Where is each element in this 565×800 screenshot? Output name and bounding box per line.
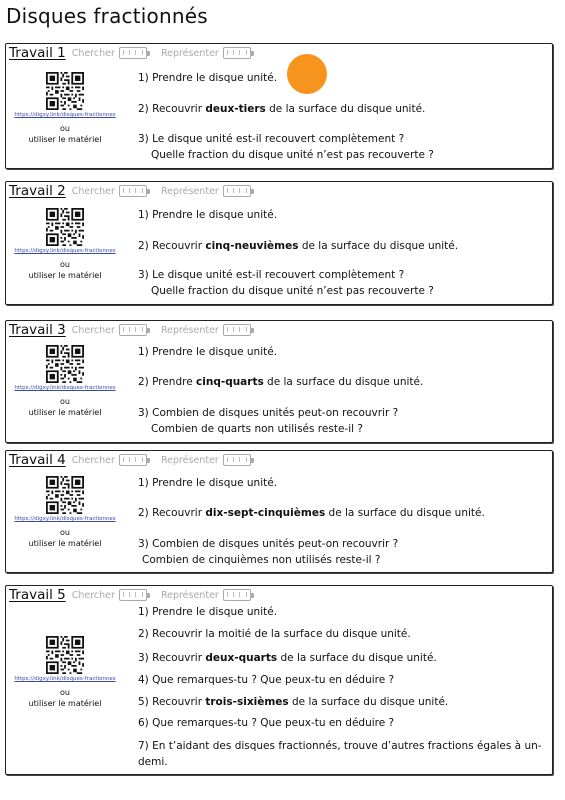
card-header — [9, 322, 265, 338]
qr-block — [6, 476, 124, 548]
step-3: 3) Le disque unité est-il recouvert complètement ? — [138, 133, 405, 145]
step-7-continued: demi. — [138, 756, 168, 768]
card-header — [9, 587, 265, 603]
step-2-rest: de la surface du disque unité. — [265, 103, 426, 115]
step-3-rest: de la surface du disque unité. — [277, 652, 437, 664]
representer-label: Représenter — [160, 324, 219, 336]
representer-label: Représenter — [160, 47, 219, 59]
representer-battery-icon — [223, 47, 251, 59]
step-2-text: 2) Prendre — [138, 376, 197, 388]
step-2-fraction: deux-tiers — [205, 103, 266, 115]
qr-code-icon[interactable] — [46, 476, 84, 514]
chercher-label: Chercher — [71, 185, 115, 197]
step-2-fraction: dix-sept-cinquièmes — [205, 507, 326, 519]
ou-label: ou — [60, 688, 70, 697]
step-5-text: 5) Recouvrir — [138, 696, 206, 708]
step-3-fraction: deux-quarts — [205, 652, 278, 664]
step-3-text: 3) Recouvrir — [138, 652, 206, 664]
orange-disc-shape — [287, 54, 327, 94]
qr-code-icon[interactable] — [46, 208, 84, 246]
ou-label: ou — [60, 528, 70, 537]
ou-label: ou — [60, 124, 70, 133]
card-title: Travail 1 — [9, 45, 66, 61]
step-3-question: Combien de quarts non utilisés reste-il ? — [151, 423, 363, 435]
step-1: 1) Prendre le disque unité. — [138, 606, 278, 618]
step-2 — [138, 507, 485, 519]
card-header — [9, 45, 265, 61]
representer-battery-icon — [223, 454, 251, 466]
step-3-question: Quelle fraction du disque unité n’est pas recouverte ? — [151, 285, 434, 297]
step-2 — [138, 103, 425, 115]
step-2 — [138, 240, 458, 252]
card-title: Travail 4 — [9, 452, 66, 468]
page-title: Disques fractionnés — [6, 4, 208, 28]
chercher-label: Chercher — [71, 589, 115, 601]
materiel-label: utiliser le matériel — [28, 539, 102, 548]
chercher-battery-icon — [119, 47, 147, 59]
qr-block — [6, 345, 124, 417]
resource-link[interactable]: https://digxy.link/disques-fractionnes — [14, 676, 116, 682]
step-6: 6) Que remarques-tu ? Que peux-tu en déduire ? — [138, 717, 395, 729]
card-header — [9, 183, 265, 199]
step-1: 1) Prendre le disque unité. — [138, 72, 278, 84]
card-travail-5 — [5, 585, 553, 775]
step-3: 3) Combien de disques unités peut-on recouvrir ? — [138, 538, 399, 550]
qr-block — [6, 72, 124, 144]
representer-label: Représenter — [160, 454, 219, 466]
step-2-rest: de la surface du disque unité. — [298, 240, 459, 252]
materiel-label: utiliser le matériel — [28, 271, 102, 280]
step-2 — [138, 376, 423, 388]
representer-battery-icon — [223, 185, 251, 197]
resource-link[interactable]: https://digxy.link/disques-fractionnes — [14, 385, 116, 391]
materiel-label: utiliser le matériel — [28, 408, 102, 417]
card-title: Travail 3 — [9, 322, 66, 338]
step-5-rest: de la surface du disque unité. — [288, 696, 449, 708]
step-2-text: 2) Recouvrir — [138, 240, 206, 252]
step-2-fraction: cinq-quarts — [196, 376, 264, 388]
ou-label: ou — [60, 397, 70, 406]
step-3-question: Quelle fraction du disque unité n’est pas recouverte ? — [151, 149, 434, 161]
qr-code-icon[interactable] — [46, 636, 84, 674]
representer-label: Représenter — [160, 589, 219, 601]
step-3 — [138, 652, 437, 664]
materiel-label: utiliser le matériel — [28, 699, 102, 708]
step-1: 1) Prendre le disque unité. — [138, 346, 278, 358]
representer-label: Représenter — [160, 185, 219, 197]
step-3-question: Combien de cinquièmes non utilisés reste-il ? — [142, 554, 381, 566]
step-7: 7) En t’aidant des disques fractionnés, trouve d’autres fractions égales à un- — [138, 740, 542, 752]
ou-label: ou — [60, 260, 70, 269]
resource-link[interactable]: https://digxy.link/disques-fractionnes — [14, 516, 116, 522]
card-title: Travail 2 — [9, 183, 66, 199]
card-travail-3 — [5, 320, 553, 443]
chercher-label: Chercher — [71, 47, 115, 59]
chercher-battery-icon — [119, 324, 147, 336]
chercher-label: Chercher — [71, 454, 115, 466]
step-2-text: 2) Recouvrir — [138, 507, 206, 519]
step-2-rest: de la surface du disque unité. — [263, 376, 424, 388]
step-2-fraction: cinq-neuvièmes — [205, 240, 299, 252]
representer-battery-icon — [223, 324, 251, 336]
step-1: 1) Prendre le disque unité. — [138, 477, 278, 489]
chercher-battery-icon — [119, 589, 147, 601]
step-2-text: 2) Recouvrir — [138, 103, 206, 115]
materiel-label: utiliser le matériel — [28, 135, 102, 144]
qr-code-icon[interactable] — [46, 345, 84, 383]
step-5 — [138, 696, 448, 708]
step-3: 3) Le disque unité est-il recouvert complètement ? — [138, 269, 405, 281]
resource-link[interactable]: https://digxy.link/disques-fractionnes — [14, 112, 116, 118]
card-travail-4 — [5, 450, 553, 573]
chercher-battery-icon — [119, 185, 147, 197]
chercher-battery-icon — [119, 454, 147, 466]
card-travail-2 — [5, 181, 553, 305]
resource-link[interactable]: https://digxy.link/disques-fractionnes — [14, 248, 116, 254]
representer-battery-icon — [223, 589, 251, 601]
step-2: 2) Recouvrir la moitié de la surface du disque unité. — [138, 628, 411, 640]
qr-block — [6, 208, 124, 280]
qr-code-icon[interactable] — [46, 72, 84, 110]
chercher-label: Chercher — [71, 324, 115, 336]
step-5-fraction: trois-sixièmes — [205, 696, 289, 708]
card-title: Travail 5 — [9, 587, 66, 603]
step-4: 4) Que remarques-tu ? Que peux-tu en déduire ? — [138, 674, 395, 686]
card-header — [9, 452, 265, 468]
card-travail-1 — [5, 43, 553, 169]
step-2-rest: de la surface du disque unité. — [325, 507, 485, 519]
qr-block — [6, 636, 124, 708]
step-1: 1) Prendre le disque unité. — [138, 209, 278, 221]
step-3: 3) Combien de disques unités peut-on recouvrir ? — [138, 407, 399, 419]
